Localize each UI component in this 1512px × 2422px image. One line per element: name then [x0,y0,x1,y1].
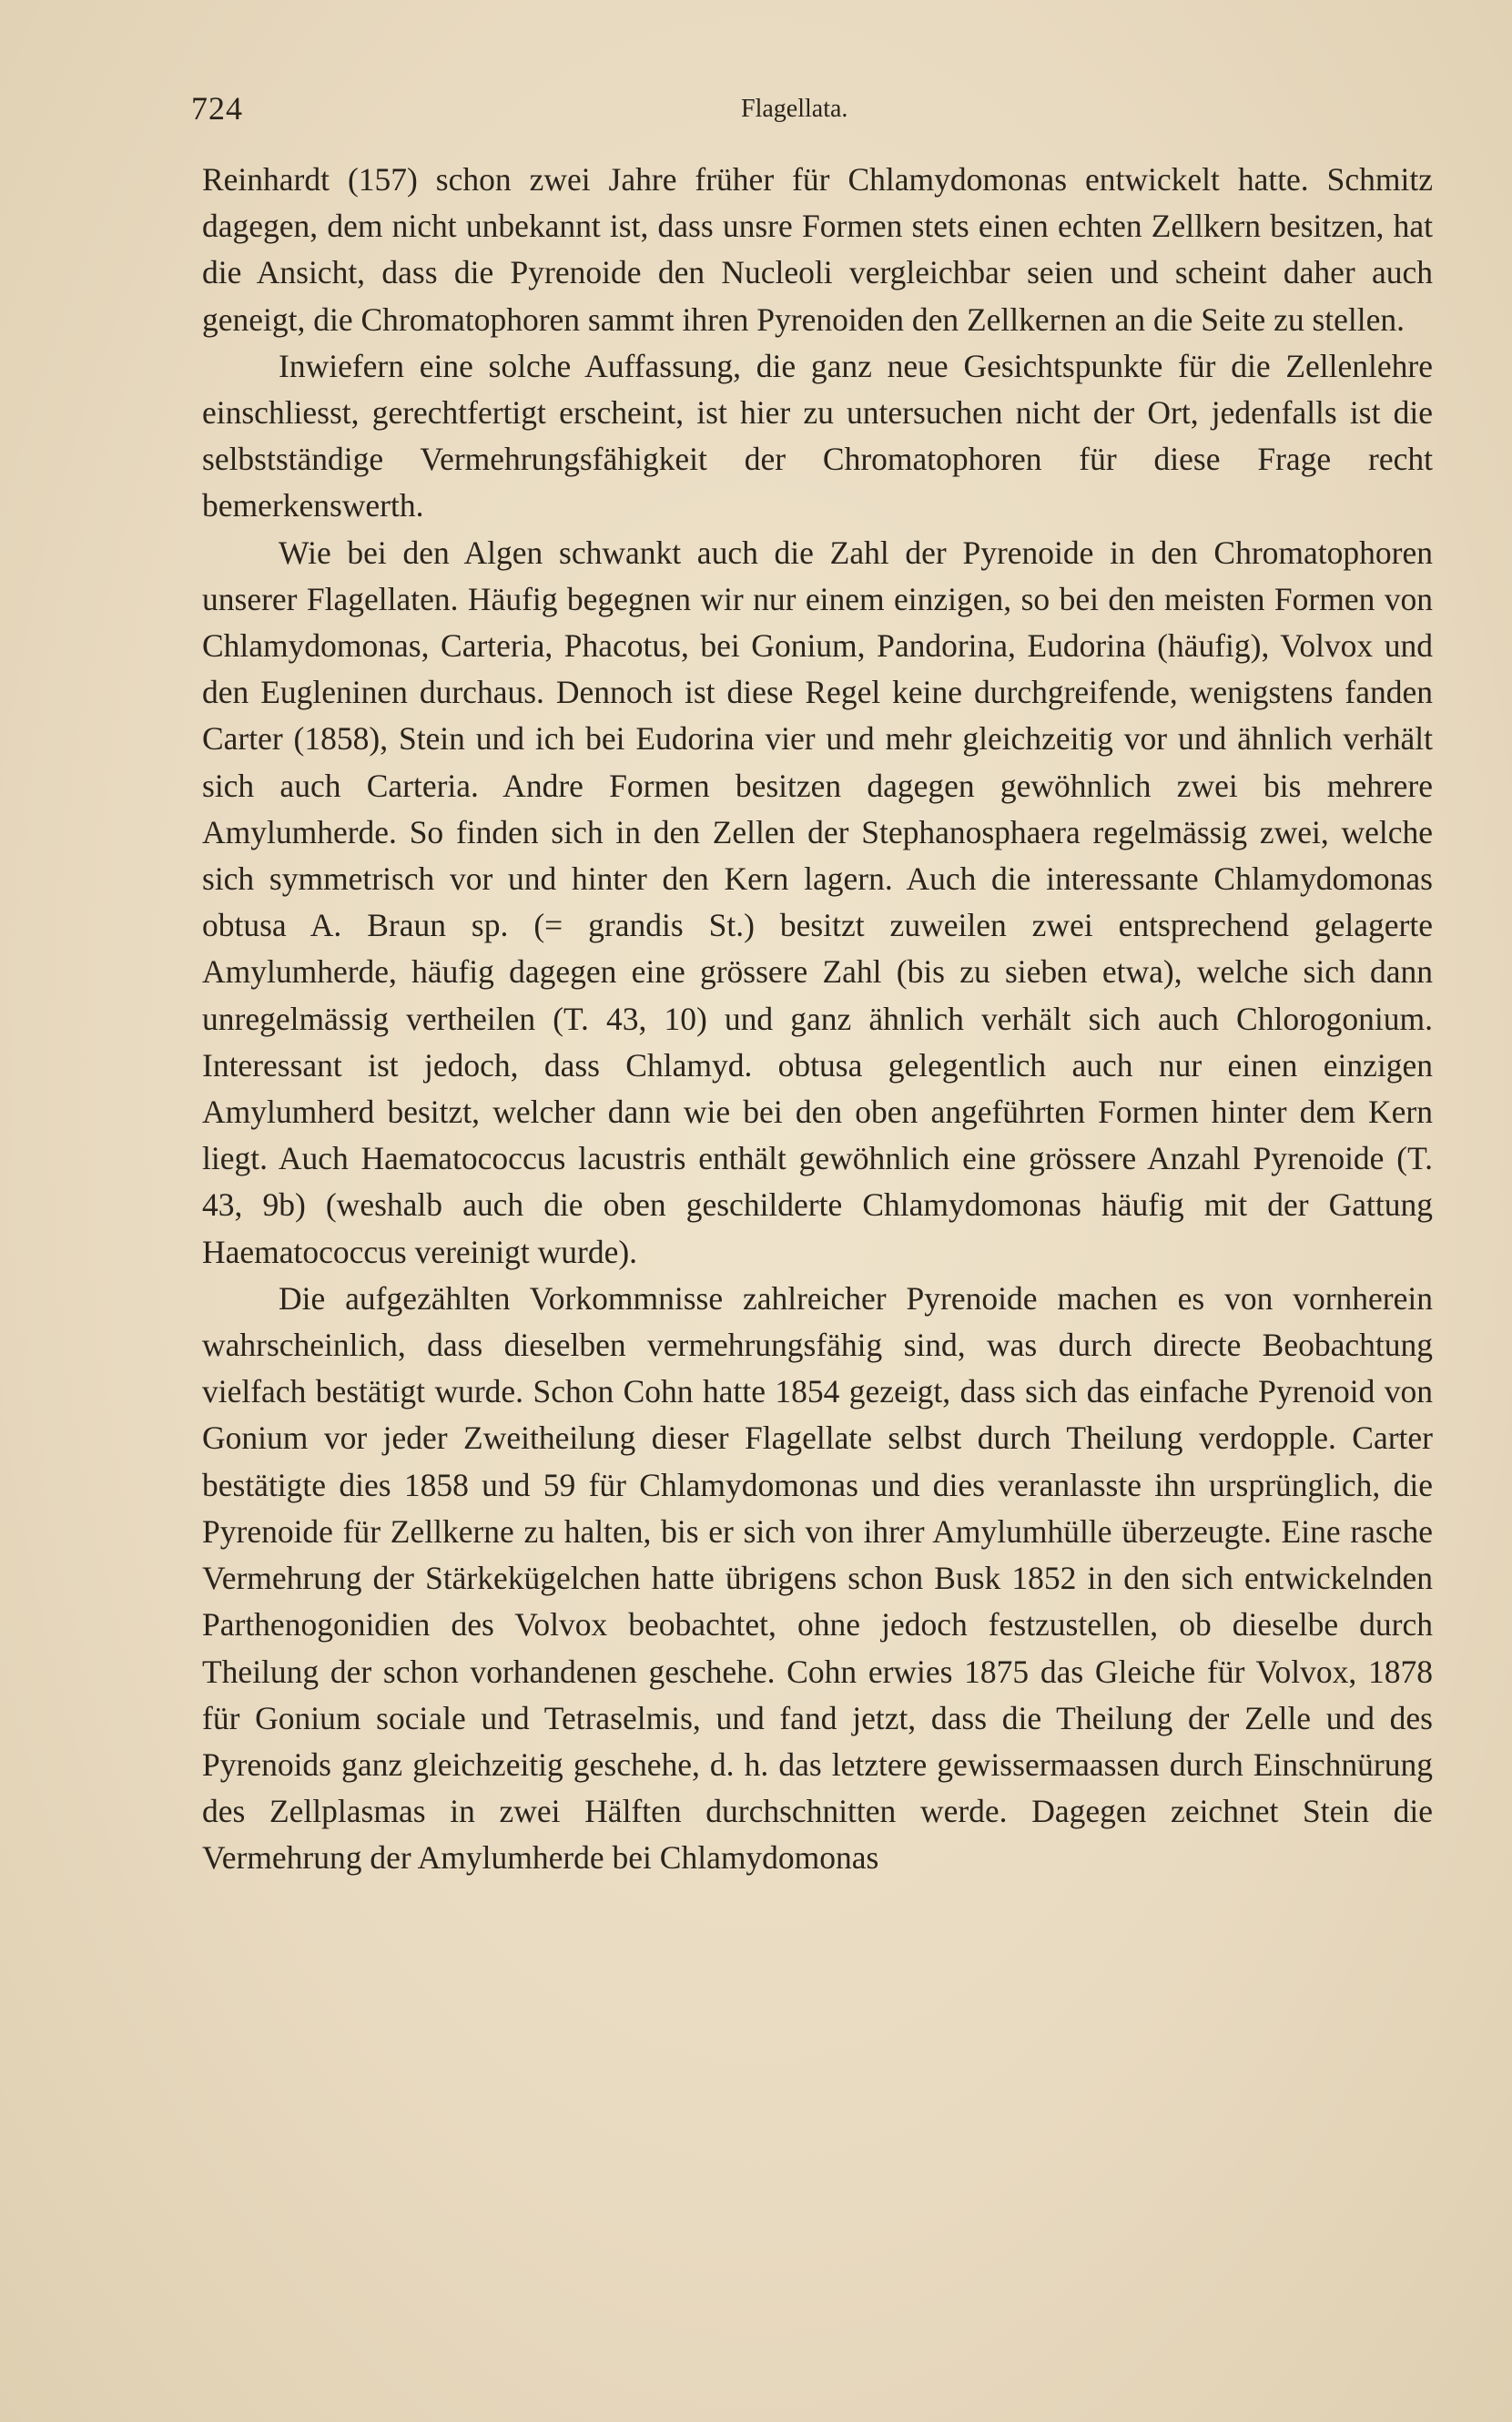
paragraph: Inwiefern eine solche Auffassung, die ganz neue Gesichtspunkte für die Zellenlehre einschliesst, gerechtfertigt erscheint, ist hier zu untersuchen nicht der Ort, jedenfalls ist die selbstständige Vermehrungsfähigkeit der Chromatophoren für diese Frage recht bemerkenswerth. [202,347,1433,524]
body-text [202,157,1433,1882]
page-header [191,89,1440,140]
paragraph: Wie bei den Algen schwankt auch die Zahl der Pyrenoide in den Chromatophoren unserer Flagellaten. Häufig begegnen wir nur einem einzigen, so bei den meisten Formen von Chlamydomonas, Carteria, Phacotus, bei Gonium, Pandorina, Eudorina (häufig), Volvox und den Eugleninen durchaus. Dennoch ist diese Regel keine durchgreifende, wenigstens fanden Carter (1858), Stein und ich bei Eudorina vier und mehr gleichzeitig vor und ähnlich verhält sich auch Carteria. Andre Formen besitzen dagegen gewöhnlich zwei bis mehrere Amylumherde. So finden sich in den Zellen der Stephanosphaera regelmässig zwei, welche sich symmetrisch vor und hinter den Kern lagern. Auch die interessante Chlamydomonas obtusa A. Braun sp. (= grandis St.) besitzt zuweilen zwei entsprechend gelagerte Amylumherde, häufig dagegen eine grössere Zahl (bis zu sieben etwa), welche sich dann unregelmässig vertheilen (T. 43, 10) und ganz ähnlich verhält sich auch Chlorogonium. Interessant ist jedoch, dass Chlamyd. obtusa gelegentlich auch nur einen einzigen Amylumherd besitzt, welcher dann wie bei den oben angeführten Formen hinter dem Kern liegt. Auch Haematococcus lacustris enthält gewöhnlich eine grössere Anzahl Pyrenoide (T. 43, 9b) (weshalb auch die oben geschilderte Chlamydomonas häufig mit der Gattung Haematococcus vereinigt wurde). [202,534,1433,1270]
paragraph: Die aufgezählten Vorkommnisse zahlreicher Pyrenoide machen es von vornherein wahrscheinlich, dass dieselben vermehrungsfähig sind, was durch directe Beobachtung vielfach bestätigt wurde. Schon Cohn hatte 1854 gezeigt, dass sich das einfache Pyrenoid von Gonium vor jeder Zweitheilung dieser Flagellate selbst durch Theilung verdopple. Carter bestätigte dies 1858 und 59 für Chlamydomonas und dies veranlasste ihn ursprünglich, die Pyrenoide für Zellkerne zu halten, bis er sich von ihrer Amylumhülle überzeugte. Eine rasche Vermehrung der Stärkekügelchen hatte übrigens schon Busk 1852 in den sich entwickelnden Parthenogonidien des Volvox beobachtet, ohne jedoch festzustellen, ob dieselbe durch Theilung der schon vorhandenen geschehe. Cohn erwies 1875 das Gleiche für Volvox, 1878 für Gonium sociale und Tetraselmis, und fand jetzt, dass die Theilung der Zelle und des Pyrenoids ganz gleichzeitig geschehe, d. h. das letztere gewissermaassen durch Einschnürung des Zellplasmas in zwei Hälften durchschnitten werde. Dagegen zeichnet Stein die Vermehrung der Amylumherde bei Chlamydomonas [202,1279,1433,1877]
paragraph-continuation: Reinhardt (157) schon zwei Jahre früher für Chlamydomonas entwickelt hatte. Schmitz dagegen, dem nicht unbekannt ist, dass unsre Formen stets einen echten Zellkern besitzen, hat die Ansicht, dass die Pyrenoide den Nucleoli vergleichbar seien und scheint daher auch geneigt, die Chromatophoren sammt ihren Pyrenoiden den Zellkernen an die Seite zu stellen. [202,161,1433,338]
page-number: 724 [191,90,243,127]
running-title: Flagellata. [741,95,848,123]
